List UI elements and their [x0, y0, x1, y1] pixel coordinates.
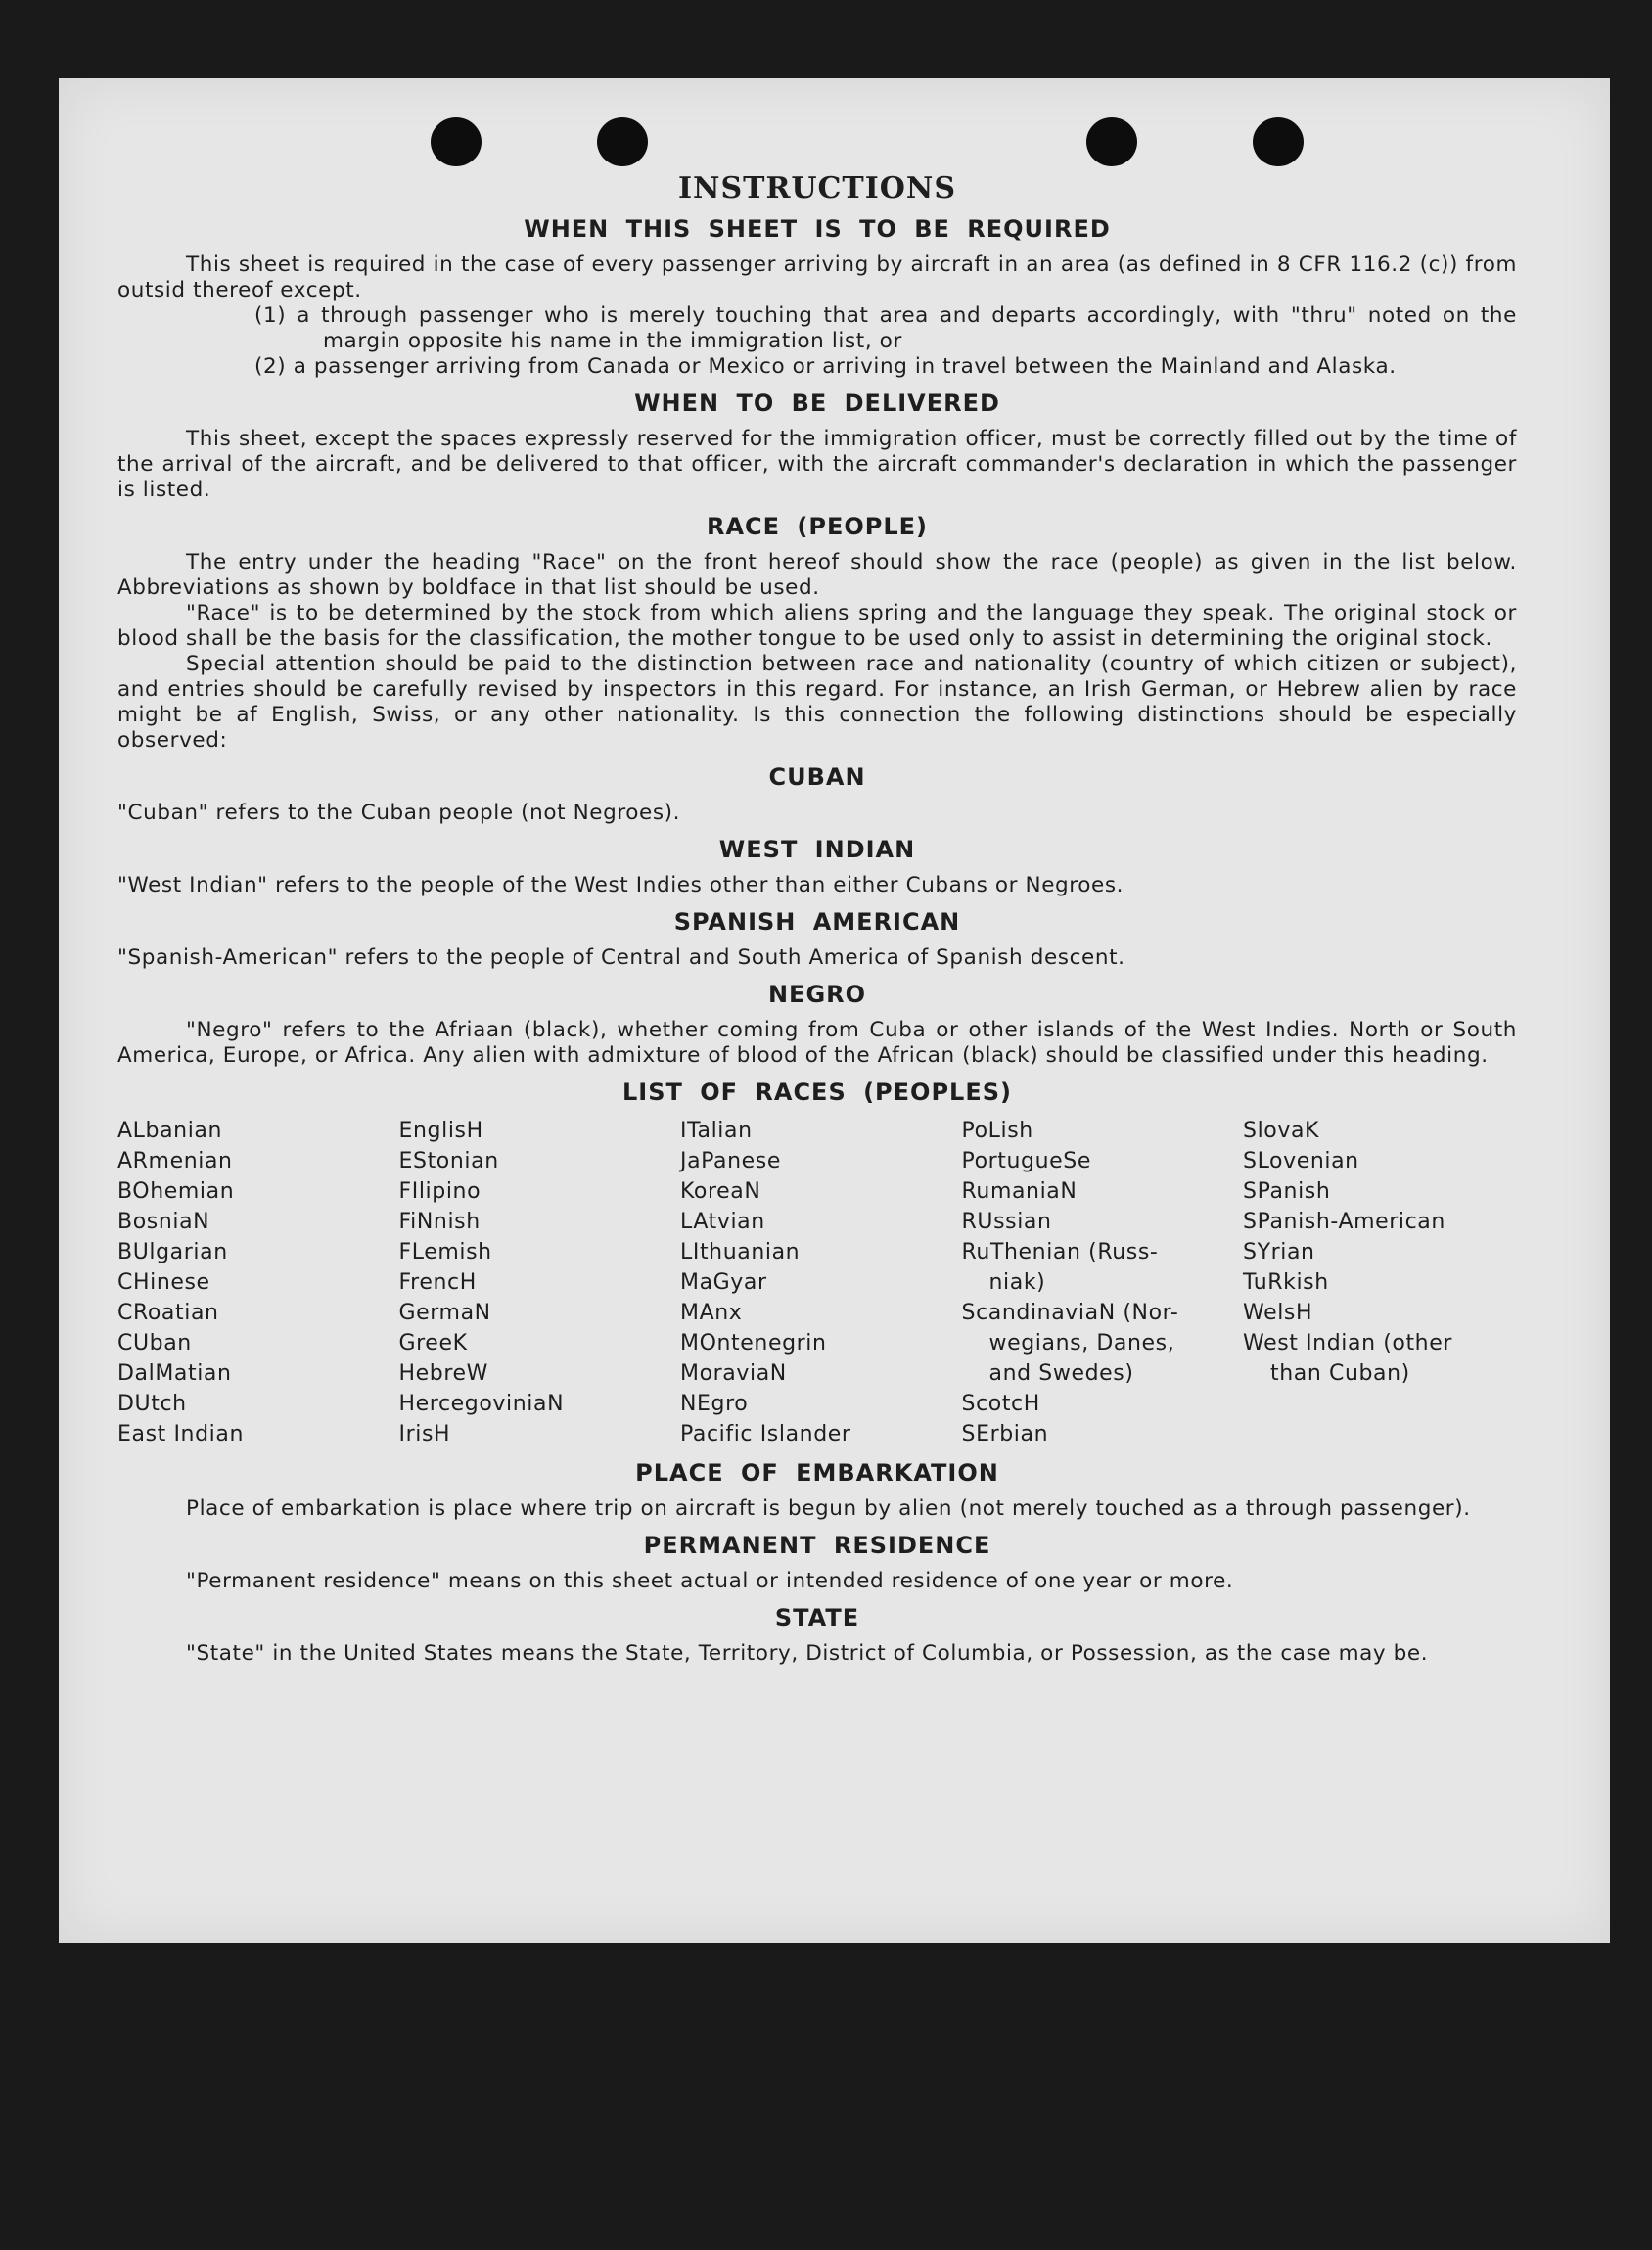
race-entry: LIthuanian: [680, 1240, 801, 1264]
races-column: [117, 1116, 391, 1449]
race-entry: NEgro: [680, 1392, 749, 1416]
race-entry: SLovenian: [1243, 1149, 1359, 1173]
race-entry: JaPanese: [680, 1149, 782, 1173]
heading-required: WHEN THIS SHEET IS TO BE REQUIRED: [524, 215, 1111, 243]
race-entry: and Swedes): [988, 1361, 1134, 1386]
race-paragraph-1: The entry under the heading "Race" on the front hereof should show the race (people) as given in the list below. Abbreviations as shown by boldface in that list should be used.: [117, 550, 1517, 600]
race-entry: MoraviaN: [680, 1361, 787, 1386]
race-entry: SlovaK: [1243, 1119, 1320, 1143]
race-entry: IrisH: [398, 1422, 451, 1446]
delivered-text: This sheet, except the spaces expressly reserved for the immigration officer, must be correctly filled out by the time of the arrival of the aircraft, and be delivered to that officer, with the aircraft commander's declaration in which the passenger is listed.: [117, 427, 1517, 502]
race-entry: CHinese: [117, 1270, 210, 1295]
race-entry: PortugueSe: [961, 1149, 1091, 1173]
embarkation-text: Place of embarkation is place where trip on aircraft is begun by alien (not merely touched as a through passenger).: [186, 1496, 1471, 1521]
race-entry: FrencH: [398, 1270, 477, 1295]
race-entry: than Cuban): [1270, 1361, 1410, 1386]
west-indian-text: "West Indian" refers to the people of the West Indies other than either Cubans or Negroes.: [117, 873, 1124, 897]
race-entry: East Indian: [117, 1422, 244, 1446]
race-entry: ARmenian: [117, 1149, 233, 1173]
race-paragraph-2: "Race" is to be determined by the stock from which aliens spring and the language they speak. The original stock or blood shall be the basis for the classification, the mother tongue to be used only to assist in determining the original stock.: [117, 601, 1517, 651]
punch-hole: [431, 117, 482, 166]
race-entry: MOntenegrin: [680, 1331, 827, 1355]
race-entry: BOhemian: [117, 1179, 235, 1204]
race-entry: ITalian: [680, 1119, 753, 1143]
heading-spanish-american: SPANISH AMERICAN: [673, 908, 961, 936]
punch-hole: [1253, 117, 1304, 166]
races-column: [962, 1116, 1236, 1449]
heading-cuban: CUBAN: [768, 763, 866, 791]
race-entry: niak): [988, 1270, 1046, 1295]
race-entry: KoreaN: [680, 1179, 761, 1204]
race-entry: FLemish: [398, 1240, 492, 1264]
race-entry: West Indian (other: [1243, 1331, 1452, 1355]
race-entry: FiNnish: [398, 1210, 481, 1234]
race-entry: RuThenian (Russ-: [961, 1240, 1159, 1264]
race-entry: MAnx: [680, 1301, 743, 1325]
race-entry: SErbian: [961, 1422, 1049, 1446]
document-sheet: [59, 78, 1610, 1943]
race-entry: SYrian: [1243, 1240, 1315, 1264]
race-entry: RumaniaN: [961, 1179, 1078, 1204]
page-title: INSTRUCTIONS: [678, 171, 956, 206]
race-entry: EnglisH: [398, 1119, 483, 1143]
heading-residence: PERMANENT RESIDENCE: [643, 1532, 991, 1559]
race-entry: RUssian: [961, 1210, 1052, 1234]
race-entry: HercegoviniaN: [398, 1392, 565, 1416]
required-intro: This sheet is required in the case of every passenger arriving by aircraft in an area (as defined in 8 CFR 116.2 (c)) from outsid thereof except.: [117, 253, 1517, 302]
residence-text: "Permanent residence" means on this sheet actual or intended residence of one year or more.: [186, 1569, 1234, 1593]
punch-hole: [597, 117, 648, 166]
heading-race: RACE (PEOPLE): [706, 513, 929, 540]
race-entry: WelsH: [1243, 1301, 1313, 1325]
race-entry: GreeK: [398, 1331, 468, 1355]
race-entry: SPanish-American: [1243, 1210, 1446, 1234]
race-paragraph-3: Special attention should be paid to the distinction between race and nationality (country of which citizen or subject), and entries should be carefully revised by inspectors in this regard. For instance, an Irish German, or Hebrew alien by race might be af English, Swiss, or any other nationality. Is this connection the following distinctions should be especially observed:: [117, 652, 1517, 753]
race-entry: PoLish: [961, 1119, 1033, 1143]
spanish-american-text: "Spanish-American" refers to the people of Central and South America of Spanish descent.: [117, 945, 1125, 970]
races-column: [399, 1116, 673, 1449]
heading-list-of-races: LIST OF RACES (PEOPLES): [622, 1079, 1012, 1106]
race-entry: wegians, Danes,: [988, 1331, 1175, 1355]
race-entry: ScotcH: [961, 1392, 1040, 1416]
instructions-content: [117, 171, 1517, 1667]
negro-text: "Negro" refers to the Afriaan (black), whether coming from Cuba or other islands of the West Indies. North or South America, Europe, or Africa. Any alien with admixture of blood of the African (black) should be classified under this heading.: [117, 1018, 1517, 1068]
race-entry: BUlgarian: [117, 1240, 228, 1264]
race-entry: BosniaN: [117, 1210, 210, 1234]
race-entry: SPanish: [1243, 1179, 1331, 1204]
race-entry: CRoatian: [117, 1301, 219, 1325]
race-entry: FIlipino: [398, 1179, 482, 1204]
race-entry: CUban: [117, 1331, 192, 1355]
race-entry: TuRkish: [1243, 1270, 1329, 1295]
heading-delivered: WHEN TO BE DELIVERED: [634, 390, 1000, 417]
race-entry: HebreW: [398, 1361, 488, 1386]
race-entry: LAtvian: [680, 1210, 765, 1234]
races-list: [117, 1116, 1517, 1449]
heading-west-indian: WEST INDIAN: [718, 836, 916, 863]
state-text: "State" in the United States means the State, Territory, District of Columbia, or Possession, as the case may be.: [186, 1641, 1429, 1666]
races-column: [1243, 1116, 1517, 1449]
race-entry: DalMatian: [117, 1361, 232, 1386]
race-entry: GermaN: [398, 1301, 491, 1325]
required-exception-1: (1) a through passenger who is merely touching that area and departs accordingly, with "thru" noted on the margin opposite his name in the immigration list, or: [254, 303, 1517, 353]
race-entry: ALbanian: [117, 1119, 223, 1143]
heading-negro: NEGRO: [767, 981, 867, 1008]
heading-state: STATE: [774, 1604, 860, 1631]
heading-embarkation: PLACE OF EMBARKATION: [635, 1459, 999, 1487]
cuban-text: "Cuban" refers to the Cuban people (not Negroes).: [117, 801, 681, 825]
race-entry: ScandinaviaN (Nor-: [961, 1301, 1179, 1325]
race-entry: EStonian: [398, 1149, 499, 1173]
race-entry: Pacific Islander: [680, 1422, 851, 1446]
required-exception-2: (2) a passenger arriving from Canada or Mexico or arriving in travel between the Mainland and Alaska.: [254, 354, 1397, 379]
punch-hole: [1086, 117, 1137, 166]
race-entry: DUtch: [117, 1392, 187, 1416]
race-entry: MaGyar: [680, 1270, 767, 1295]
races-column: [680, 1116, 954, 1449]
